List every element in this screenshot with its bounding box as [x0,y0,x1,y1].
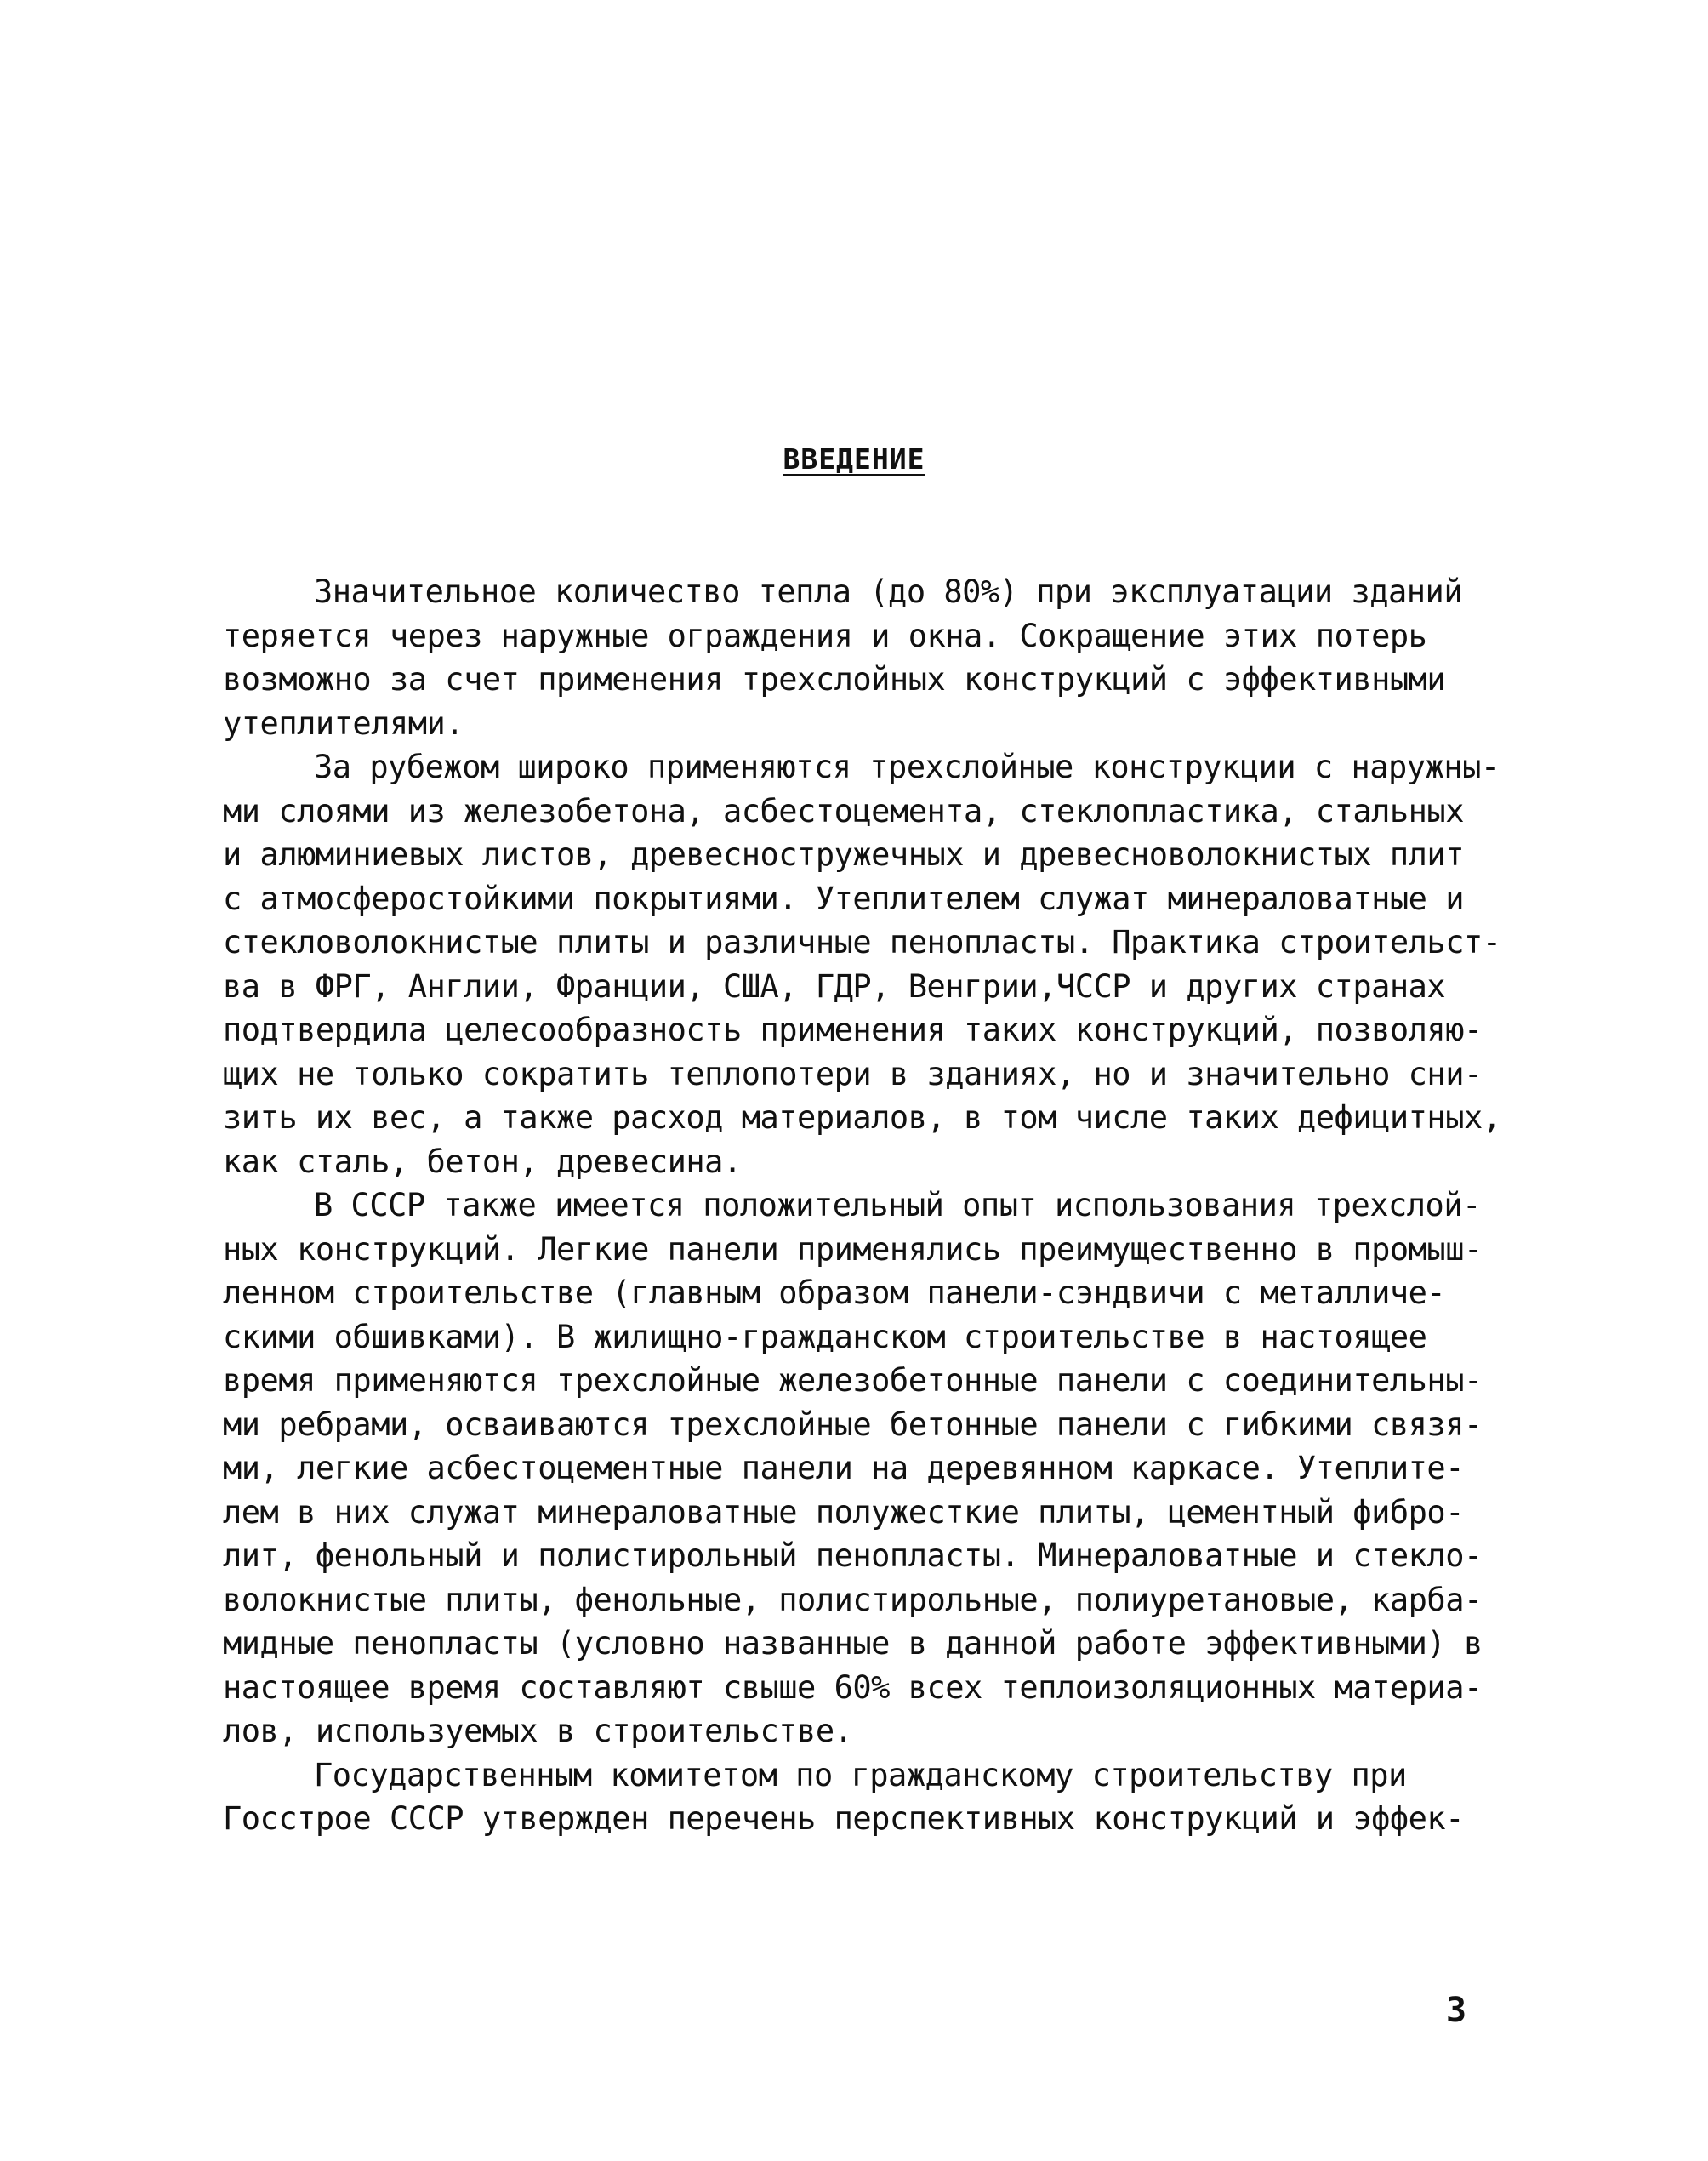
text-line: ленном строительстве (главным образом панели-сэндвичи с металличе- [223,1274,1446,1311]
text-line: волокнистые плиты, фенольные, полистирольные, полиуретановые, карба- [223,1581,1483,1618]
page-title: ВВЕДЕНИЕ [783,442,925,476]
text-line: щих не только сократить теплопотери в зданиях, но и значительно сни- [223,1055,1483,1092]
text-line: теряется через наружные ограждения и окна. Сокращение этих потерь [223,617,1427,654]
text-line: лит, фенольный и полистирольный пенопласты. Минераловатные и стекло- [223,1537,1483,1574]
text-line: лем в них служат минераловатные полужесткие плиты, цементный фибро- [223,1493,1464,1531]
text-line: Значительное количество тепла (до 80%) при эксплуатации зданий [314,573,1463,610]
text-line: с атмосферостойкими покрытиями. Утеплителем служат минераловатные и [223,880,1464,917]
text-line: ных конструкций. Легкие панели применялись преимущественно в промыш- [223,1230,1483,1268]
text-line: Госстрое СССР утвержден перечень перспективных конструкций и эффек- [223,1800,1464,1837]
text-line: утеплителями. [223,704,464,742]
text-line: В СССР также имеется положительный опыт использования трехслой- [314,1187,1481,1223]
text-line: и алюминиевых листов, древесностружечных и древесноволокнистых плит [223,836,1464,873]
text-line: скими обшивками). В жилищно-гражданском строительстве в настоящее [223,1318,1427,1355]
page-number: 3 [1446,1991,1467,2030]
text-line: ва в ФРГ, Англии, Франции, США, ГДР, Венгрии,ЧССР и других странах [223,967,1446,1005]
text-line: ми ребрами, осваиваются трехслойные бетонные панели с гибкими связя- [223,1406,1483,1443]
text-line: настоящее время составляют свыше 60% всех теплоизоляционных материа- [223,1668,1483,1706]
body-text [223,570,1501,1841]
text-line: время применяются трехслойные железобетонные панели с соединительны- [223,1362,1483,1399]
text-line: зить их вес, а также расход материалов, в том числе таких дефицитных, [223,1099,1501,1136]
text-line: возможно за счет применения трехслойных конструкций с эффективными [223,661,1446,698]
text-line: стекловолокнистые плиты и различные пенопласты. Практика строительст- [223,924,1501,961]
text-line: лов, используемых в строительстве. [223,1713,853,1749]
text-line: подтвердила целесообразность применения таких конструкций, позволяю- [223,1012,1483,1048]
text-line: За рубежом широко применяются трехслойные конструкции с наружны- [314,749,1500,785]
text-line: Государственным комитетом по гражданскому строительству при [314,1756,1407,1793]
text-line: ми слоями из железобетона, асбестоцемента, стеклопластика, стальных [223,792,1464,830]
text-line: мидные пенопласты (условно названные в данной работе эффективными) в [223,1625,1483,1662]
text-line: как сталь, бетон, древесина. [223,1143,742,1180]
text-line: ми, легкие асбестоцементные панели на деревянном каркасе. Утеплите- [223,1450,1464,1486]
